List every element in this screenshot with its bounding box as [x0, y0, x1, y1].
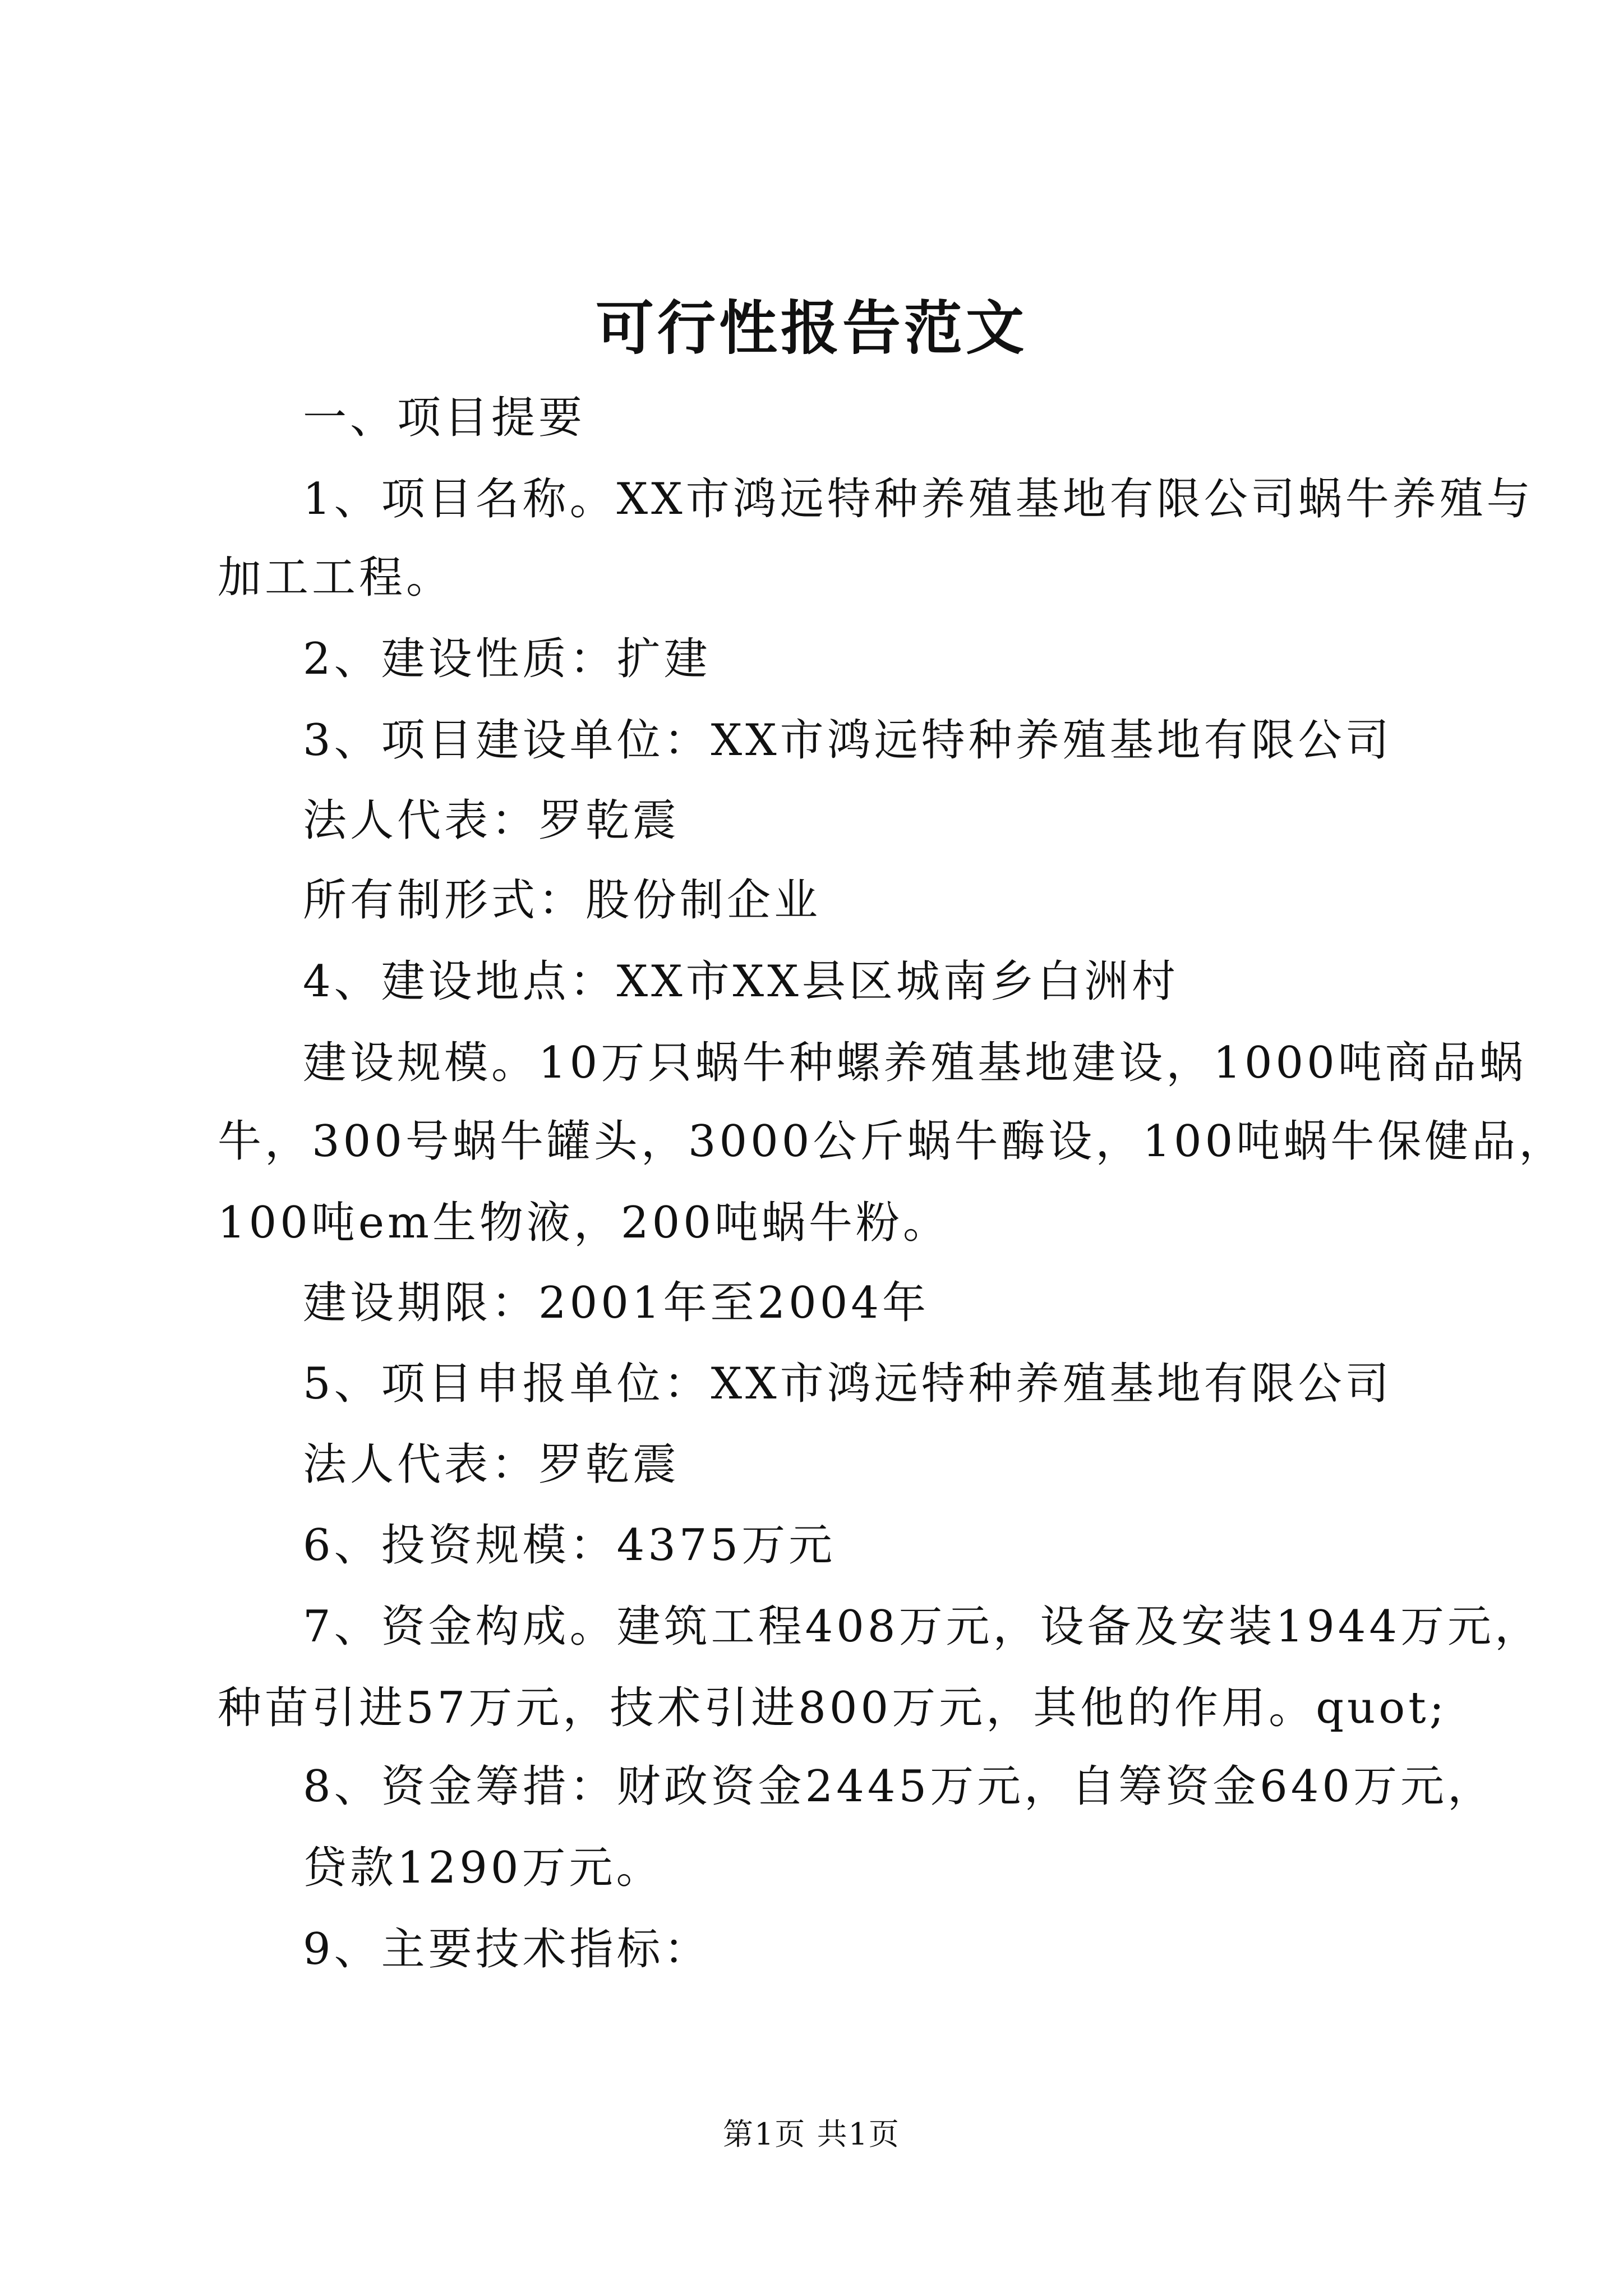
paragraph-line: 1、项目名称。XX市鸿远特种养殖基地有限公司蜗牛养殖与 [303, 474, 1534, 524]
paragraph-line: 7、资金构成。建筑工程408万元，设备及安装1944万元， [303, 1602, 1542, 1652]
paragraph-line: 贷款1290万元。 [303, 1843, 663, 1893]
paragraph-line: 法人代表：罗乾震 [303, 795, 680, 846]
paragraph-line: 3、项目建设单位：XX市鸿远特种养殖基地有限公司 [303, 715, 1393, 766]
document-title: 可行性报告范文 [595, 293, 1027, 362]
paragraph-line: 法人代表：罗乾震 [303, 1439, 680, 1490]
paragraph-line: 5、项目申报单位：XX市鸿远特种养殖基地有限公司 [303, 1359, 1393, 1409]
paragraph-line: 所有制形式：股份制企业 [303, 875, 822, 926]
paragraph-line: 100吨em生物液，200吨蜗牛粉。 [218, 1198, 950, 1248]
paragraph-line: 4、建设地点：XX市XX县区城南乡白洲村 [303, 956, 1179, 1007]
paragraph-line: 建设规模。10万只蜗牛种螺养殖基地建设，1000吨商品蜗 [303, 1038, 1527, 1088]
paragraph-line: 加工工程。 [218, 553, 454, 603]
section-heading: 一、项目提要 [303, 393, 586, 443]
paragraph-line: 6、投资规模：4375万元 [303, 1520, 836, 1571]
page-footer: 第1页 共1页 [723, 2116, 900, 2152]
paragraph-line: 建设期限：2001年至2004年 [303, 1278, 930, 1328]
paragraph-line: 牛，300号蜗牛罐头，3000公斤蜗牛酶设，100吨蜗牛保健品， [218, 1116, 1566, 1167]
paragraph-line: 8、资金筹措：财政资金2445万元，自筹资金640万元， [303, 1761, 1495, 1812]
paragraph-line: 种苗引进57万元，技术引进800万元，其他的作用。quot; [218, 1683, 1447, 1733]
paragraph-line: 9、主要技术指标： [303, 1924, 711, 1975]
paragraph-line: 2、建设性质：扩建 [303, 634, 711, 684]
